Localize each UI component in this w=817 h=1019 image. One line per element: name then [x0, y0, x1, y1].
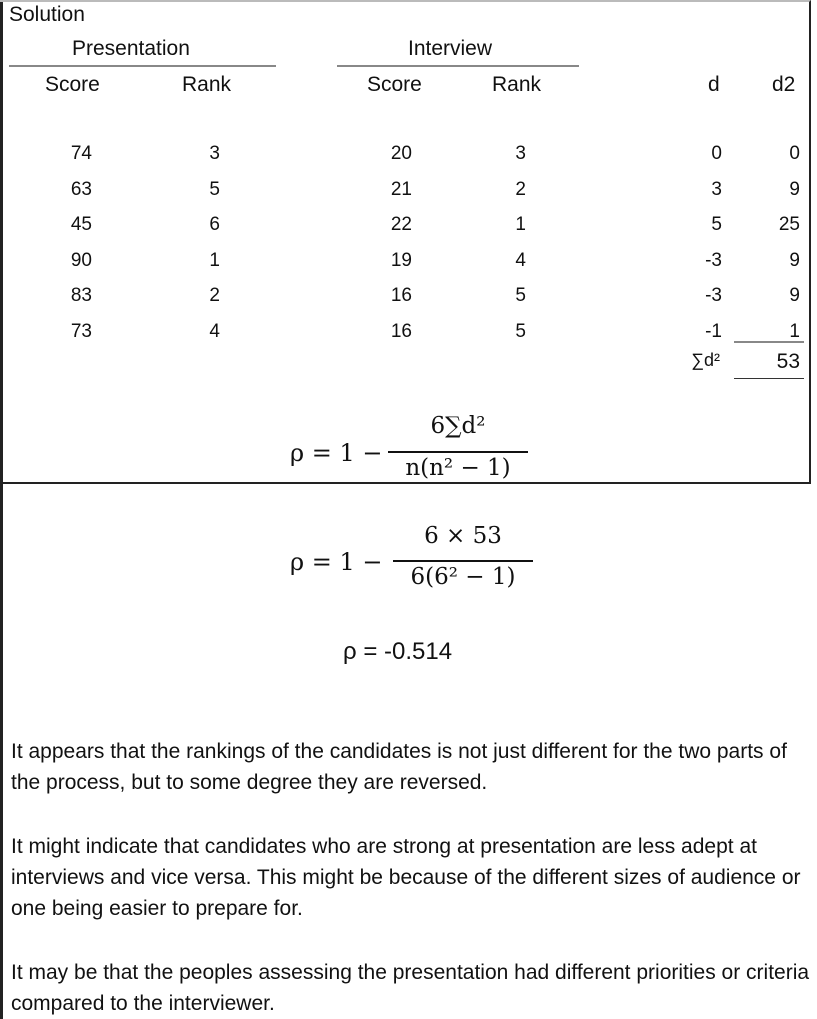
cell-is: 21 [390, 178, 412, 200]
col-p-rank: Rank [182, 73, 232, 96]
presentation-underline [9, 65, 276, 67]
cell-d: 0 [711, 143, 722, 164]
col-d: d [708, 73, 720, 96]
cell-ir: 5 [515, 285, 526, 306]
cell-ps: 63 [70, 178, 92, 200]
cell-pr: 6 [209, 214, 220, 235]
sum-bottom-line [734, 378, 804, 379]
sum-value: 53 [776, 350, 800, 373]
cell-ir: 1 [515, 214, 526, 235]
cell-is: 16 [390, 285, 412, 306]
cell-ps: 45 [70, 214, 92, 235]
formula1-lhs: ρ = 1 − [290, 439, 383, 467]
paragraph-3: It may be that the peoples assessing the presentation had different priorities or criteria compared to the interviewer. [11, 961, 810, 1015]
cell-pr: 3 [209, 143, 220, 164]
cell-d: 3 [711, 178, 722, 200]
formula2-denominator: 6(6² − 1) [410, 564, 516, 590]
cell-is: 19 [390, 249, 412, 271]
formula2-numerator: 6 × 53 [424, 523, 502, 549]
col-d2: d2 [772, 73, 796, 96]
cell-d: -1 [705, 320, 722, 342]
cell-ir: 5 [515, 320, 526, 342]
sum-label: ∑d² [691, 350, 720, 370]
formula1-numerator: 6∑d² [430, 413, 486, 439]
col-i-score: Score [367, 73, 422, 96]
cell-is: 22 [390, 214, 412, 235]
sum-top-line [734, 341, 804, 343]
cell-d: -3 [705, 285, 722, 306]
paragraph-1: It appears that the rankings of the candidates is not just different for the two parts of the process, but to some degree they are reversed. [11, 740, 787, 794]
cell-ps: 83 [70, 285, 92, 306]
cell-ps: 74 [70, 143, 92, 164]
paragraph-2: It might indicate that candidates who are strong at presentation are less adept at interviews and vice versa. This might be because of the different sizes of audience or one being easier to prepare for. [11, 835, 801, 920]
cell-ps: 73 [70, 320, 92, 342]
interview-header: Interview [408, 37, 493, 60]
cell-is: 20 [390, 143, 412, 164]
cell-d2: 9 [789, 249, 800, 271]
cell-pr: 5 [209, 178, 220, 200]
cell-pr: 1 [209, 249, 220, 271]
interview-underline [337, 65, 579, 67]
cell-ir: 2 [515, 178, 526, 200]
presentation-header: Presentation [72, 37, 190, 60]
cell-ir: 3 [515, 143, 526, 164]
cell-d: 5 [711, 214, 722, 235]
cell-ir: 4 [515, 249, 526, 271]
cell-ps: 90 [70, 249, 92, 271]
col-p-score: Score [45, 73, 100, 96]
formula1-fraction-bar [388, 451, 528, 453]
cell-d2: 1 [789, 320, 800, 342]
result: ρ = -0.514 [343, 638, 453, 665]
formula1-denominator: n(n² − 1) [405, 455, 511, 481]
cell-d: -3 [705, 249, 722, 271]
cell-d2: 25 [778, 214, 800, 235]
cell-d2: 9 [789, 178, 800, 200]
cell-pr: 4 [209, 320, 220, 342]
cell-d2: 9 [789, 285, 800, 306]
cell-d2: 0 [789, 143, 800, 164]
formula2-fraction-bar [393, 560, 533, 562]
cell-is: 16 [390, 320, 412, 342]
solution-title: Solution [9, 3, 85, 26]
formula2-lhs: ρ = 1 − [290, 548, 383, 576]
col-i-rank: Rank [492, 73, 542, 96]
cell-pr: 2 [209, 285, 220, 306]
